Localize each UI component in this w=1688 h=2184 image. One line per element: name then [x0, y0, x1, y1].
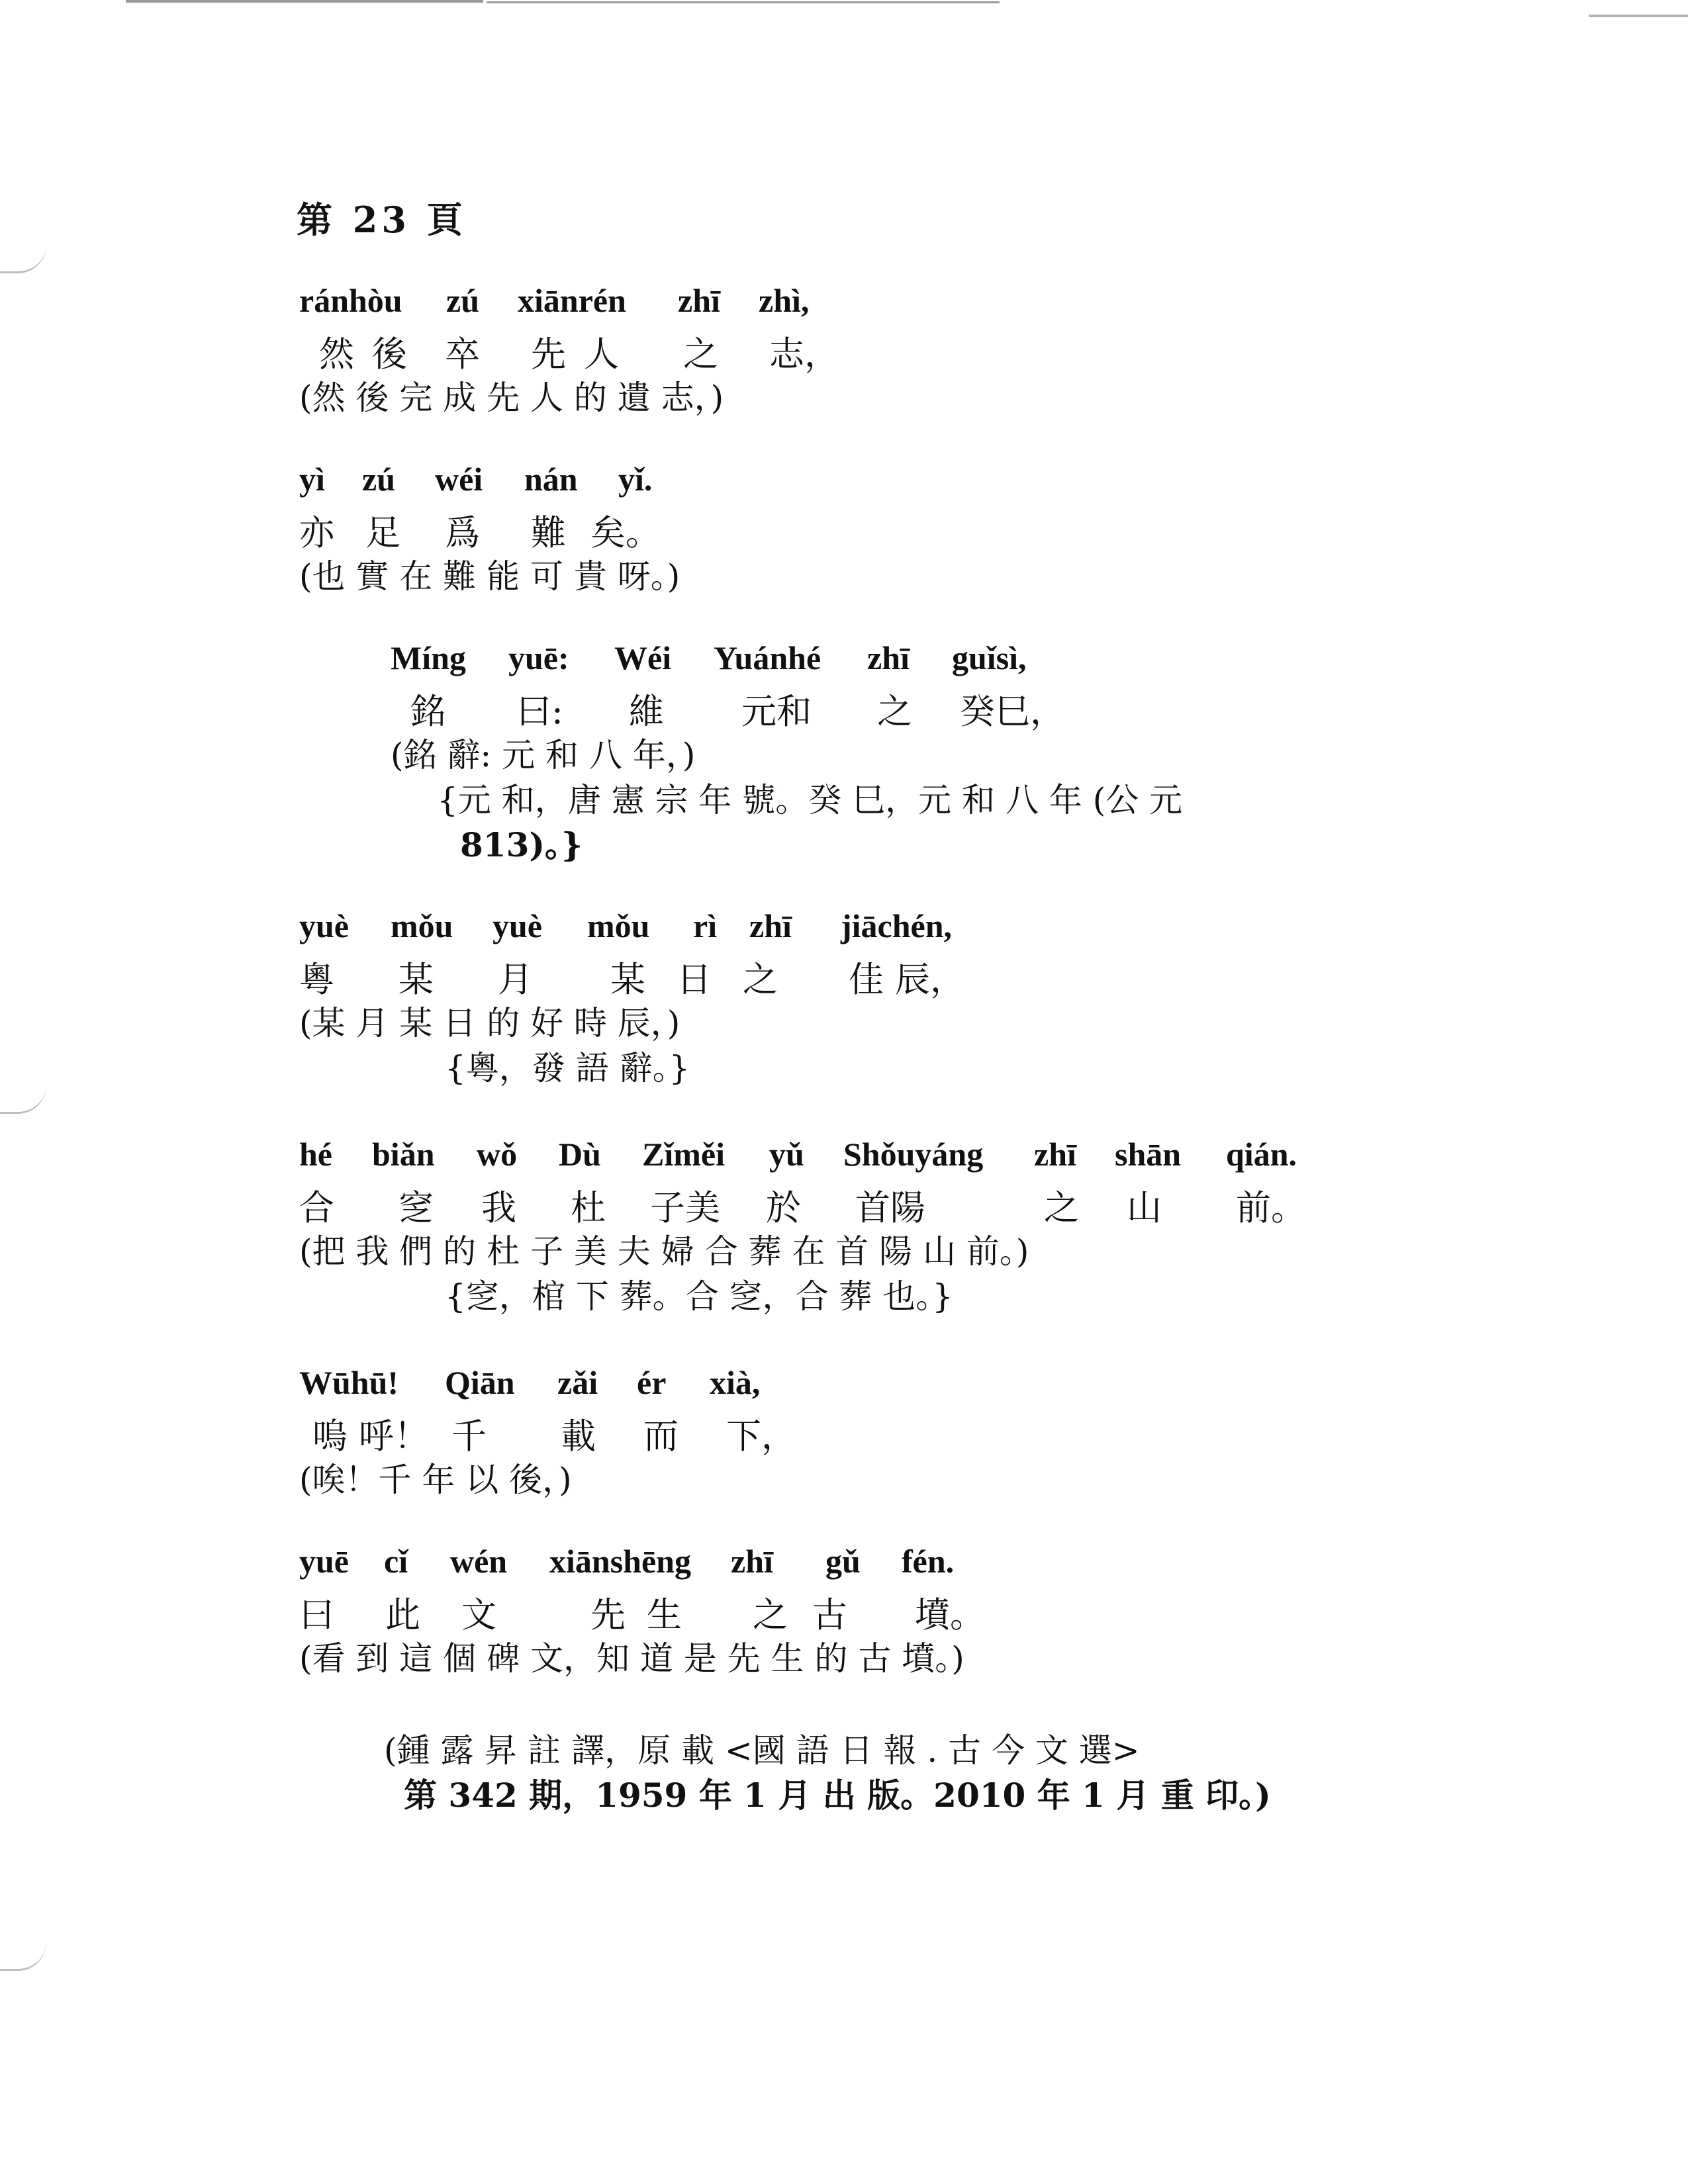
pinyin-word: yuè	[299, 907, 349, 944]
hanzi-char: 墳。	[915, 1595, 985, 1635]
scan-edge-line-left	[126, 0, 483, 3]
hanzi-char: 亦	[299, 513, 334, 553]
pinyin-word: zhì,	[759, 282, 810, 319]
hanzi-char: 此	[385, 1595, 420, 1635]
pinyin-line	[299, 281, 810, 326]
pinyin-word: ér	[637, 1364, 667, 1401]
pinyin-word: xiānshēng	[549, 1543, 691, 1580]
pinyin-word: zhī	[867, 639, 910, 676]
pinyin-word: yǔ	[769, 1136, 804, 1173]
hanzi-char: 而	[643, 1416, 679, 1457]
pinyin-word: gǔ	[825, 1543, 861, 1580]
pinyin-word: Dù	[559, 1136, 601, 1173]
hanzi-char: 佳	[849, 960, 884, 1000]
scan-edge-line-corner	[1589, 15, 1688, 17]
pinyin-word: ránhòu	[299, 282, 402, 319]
hanzi-line	[299, 505, 680, 553]
hanzi-line	[299, 1408, 796, 1457]
hanzi-char: 曰	[299, 1595, 334, 1635]
pinyin-word: nán	[524, 461, 578, 498]
pinyin-word: yuè	[492, 907, 542, 944]
hanzi-char: 載	[561, 1416, 596, 1457]
pinyin-word: Wéi	[614, 639, 672, 676]
hanzi-char: 難	[531, 513, 566, 553]
pinyin-word: wén	[450, 1543, 508, 1580]
hanzi-char: 山	[1127, 1188, 1162, 1228]
hanzi-char: 子美	[650, 1188, 720, 1228]
hanzi-char: 之	[743, 960, 778, 1000]
verse-section-5	[299, 1135, 1306, 1316]
source-credit-line-2: 第 342 期，1959 年 1 月 出 版。2010 年 1 月 重 印。)	[404, 1776, 1271, 1815]
pinyin-line	[299, 460, 680, 505]
hanzi-char: 某	[610, 960, 645, 1000]
hanzi-char: 杜	[571, 1188, 606, 1228]
pinyin-word: zhī	[1034, 1136, 1076, 1173]
verse-section-4	[299, 907, 965, 1087]
modern-translation: (某 月 某 日 的 好 時 辰，)	[299, 1004, 680, 1042]
annotation-note: {窆，棺 下 葬。合 窆，合 葬 也。}	[445, 1277, 954, 1316]
hanzi-char: 千	[451, 1416, 487, 1457]
verse-section-3	[391, 639, 1183, 864]
hanzi-char: 生	[647, 1595, 682, 1635]
hanzi-char: 我	[481, 1188, 516, 1228]
pinyin-word: hé	[299, 1136, 332, 1173]
hanzi-char: 先	[531, 334, 566, 375]
hanzi-char: 卒	[445, 334, 480, 375]
hanzi-char: 下，	[726, 1416, 796, 1457]
binder-hole-mark-2	[0, 1085, 46, 1114]
hanzi-char: 然	[319, 334, 354, 375]
hanzi-char: 後	[372, 334, 407, 375]
pinyin-word: yuē:	[508, 639, 569, 676]
pinyin-word: wéi	[435, 461, 483, 498]
hanzi-char: 窆	[399, 1188, 434, 1228]
pinyin-word: mǒu	[587, 907, 650, 944]
pinyin-word: zhī	[749, 907, 792, 944]
verse-section-7	[299, 1542, 985, 1678]
hanzi-char: 首陽	[855, 1188, 925, 1228]
hanzi-line	[299, 1587, 985, 1635]
pinyin-word: xià,	[710, 1364, 761, 1401]
hanzi-line	[299, 326, 839, 375]
annotation-note: {元 和，唐 憲 宗 年 號。癸 巳，元 和 八 年 (公 元	[437, 781, 1183, 819]
pinyin-word: zǎi	[557, 1364, 598, 1401]
hanzi-char: 前。	[1236, 1188, 1306, 1228]
pinyin-word: zú	[446, 282, 479, 319]
hanzi-char: 日	[677, 960, 712, 1000]
verse-section-1	[299, 281, 839, 417]
binder-hole-mark-3	[0, 1942, 46, 1971]
pinyin-word: xiānrén	[518, 282, 626, 319]
hanzi-char: 之	[683, 334, 718, 375]
verse-section-6	[299, 1363, 796, 1499]
hanzi-char: 嗚	[312, 1416, 348, 1457]
pinyin-word: zú	[362, 461, 395, 498]
pinyin-line	[391, 639, 1136, 684]
pinyin-word: biǎn	[372, 1136, 435, 1173]
hanzi-char: 癸巳，	[960, 692, 1065, 732]
hanzi-line	[299, 1180, 1306, 1228]
hanzi-char: 呼！	[359, 1416, 429, 1457]
pinyin-word: mǒu	[391, 907, 453, 944]
pinyin-word: shān	[1115, 1136, 1182, 1173]
hanzi-char: 志，	[769, 334, 839, 375]
hanzi-char: 粵	[299, 960, 334, 1000]
pinyin-word: Qiān	[445, 1364, 515, 1401]
modern-translation: (唉！千 年 以 後，)	[299, 1461, 572, 1499]
annotation-note: {粵，發 語 辭。}	[445, 1049, 690, 1087]
pinyin-word: fén.	[902, 1543, 955, 1580]
pinyin-word: cǐ	[384, 1543, 408, 1580]
hanzi-char: 合	[299, 1188, 334, 1228]
modern-translation: (把 我 們 的 杜 子 美 夫 婦 合 葬 在 首 陽 山 前。)	[299, 1232, 1029, 1271]
hanzi-char: 人	[584, 334, 619, 375]
pinyin-word: Yuánhé	[714, 639, 821, 676]
hanzi-char: 之	[1044, 1188, 1079, 1228]
hanzi-char: 先	[590, 1595, 626, 1635]
pinyin-line	[299, 1363, 761, 1408]
scan-edge-line-right	[487, 1, 1000, 3]
pinyin-line	[299, 1135, 1297, 1180]
hanzi-char: 矣。	[590, 513, 661, 553]
modern-translation: (然 後 完 成 先 人 的 遺 志，)	[299, 379, 724, 417]
modern-translation: (銘 辭: 元 和 八 年，)	[391, 736, 696, 774]
modern-translation: (看 到 這 個 碑 文，知 道 是 先 生 的 古 墳。)	[299, 1639, 964, 1678]
pinyin-word: rì	[693, 907, 718, 944]
pinyin-word: qián.	[1226, 1136, 1297, 1173]
pinyin-word: zhī	[678, 282, 720, 319]
hanzi-char: 之	[753, 1595, 788, 1635]
pinyin-line	[299, 1542, 964, 1587]
hanzi-char: 銘	[410, 692, 445, 732]
hanzi-char: 維	[629, 692, 664, 732]
verse-section-2	[299, 460, 680, 595]
hanzi-char: 之	[877, 692, 912, 732]
pinyin-word: Shǒuyáng	[843, 1136, 984, 1173]
pinyin-word: yì	[299, 461, 325, 498]
pinyin-word: Zǐměi	[642, 1136, 725, 1173]
pinyin-word: jiāchén,	[841, 907, 953, 944]
pinyin-line	[299, 907, 953, 952]
hanzi-char: 辰，	[895, 960, 965, 1000]
hanzi-char: 足	[365, 513, 400, 553]
pinyin-word: guǐsì,	[952, 639, 1027, 676]
hanzi-char: 爲	[445, 513, 480, 553]
annotation-note-continued: 813)。}	[460, 825, 583, 864]
binder-hole-mark-1	[0, 245, 46, 273]
source-credit	[384, 1724, 1271, 1815]
pinyin-word: yuē	[299, 1543, 349, 1580]
pinyin-word: yǐ.	[618, 461, 653, 498]
pinyin-word: wǒ	[477, 1136, 518, 1173]
pinyin-word: zhī	[731, 1543, 773, 1580]
hanzi-line	[391, 684, 1136, 732]
page-number-header: 第 23 頁	[297, 199, 467, 241]
hanzi-char: 元和	[741, 692, 812, 732]
pinyin-word: Wūhū!	[299, 1364, 399, 1401]
hanzi-char: 文	[461, 1595, 496, 1635]
hanzi-char: 曰:	[516, 692, 563, 732]
hanzi-line	[299, 952, 965, 1000]
hanzi-char: 月	[498, 960, 533, 1000]
pinyin-word: Míng	[391, 639, 466, 676]
hanzi-char: 古	[812, 1595, 847, 1635]
hanzi-char: 於	[766, 1188, 801, 1228]
modern-translation: (也 實 在 難 能 可 貴 呀。)	[299, 557, 680, 596]
hanzi-char: 某	[399, 960, 434, 1000]
source-credit-line-1: (鍾 露 昇 註 譯，原 載 <國 語 日 報 . 古 今 文 選>	[384, 1731, 1140, 1770]
